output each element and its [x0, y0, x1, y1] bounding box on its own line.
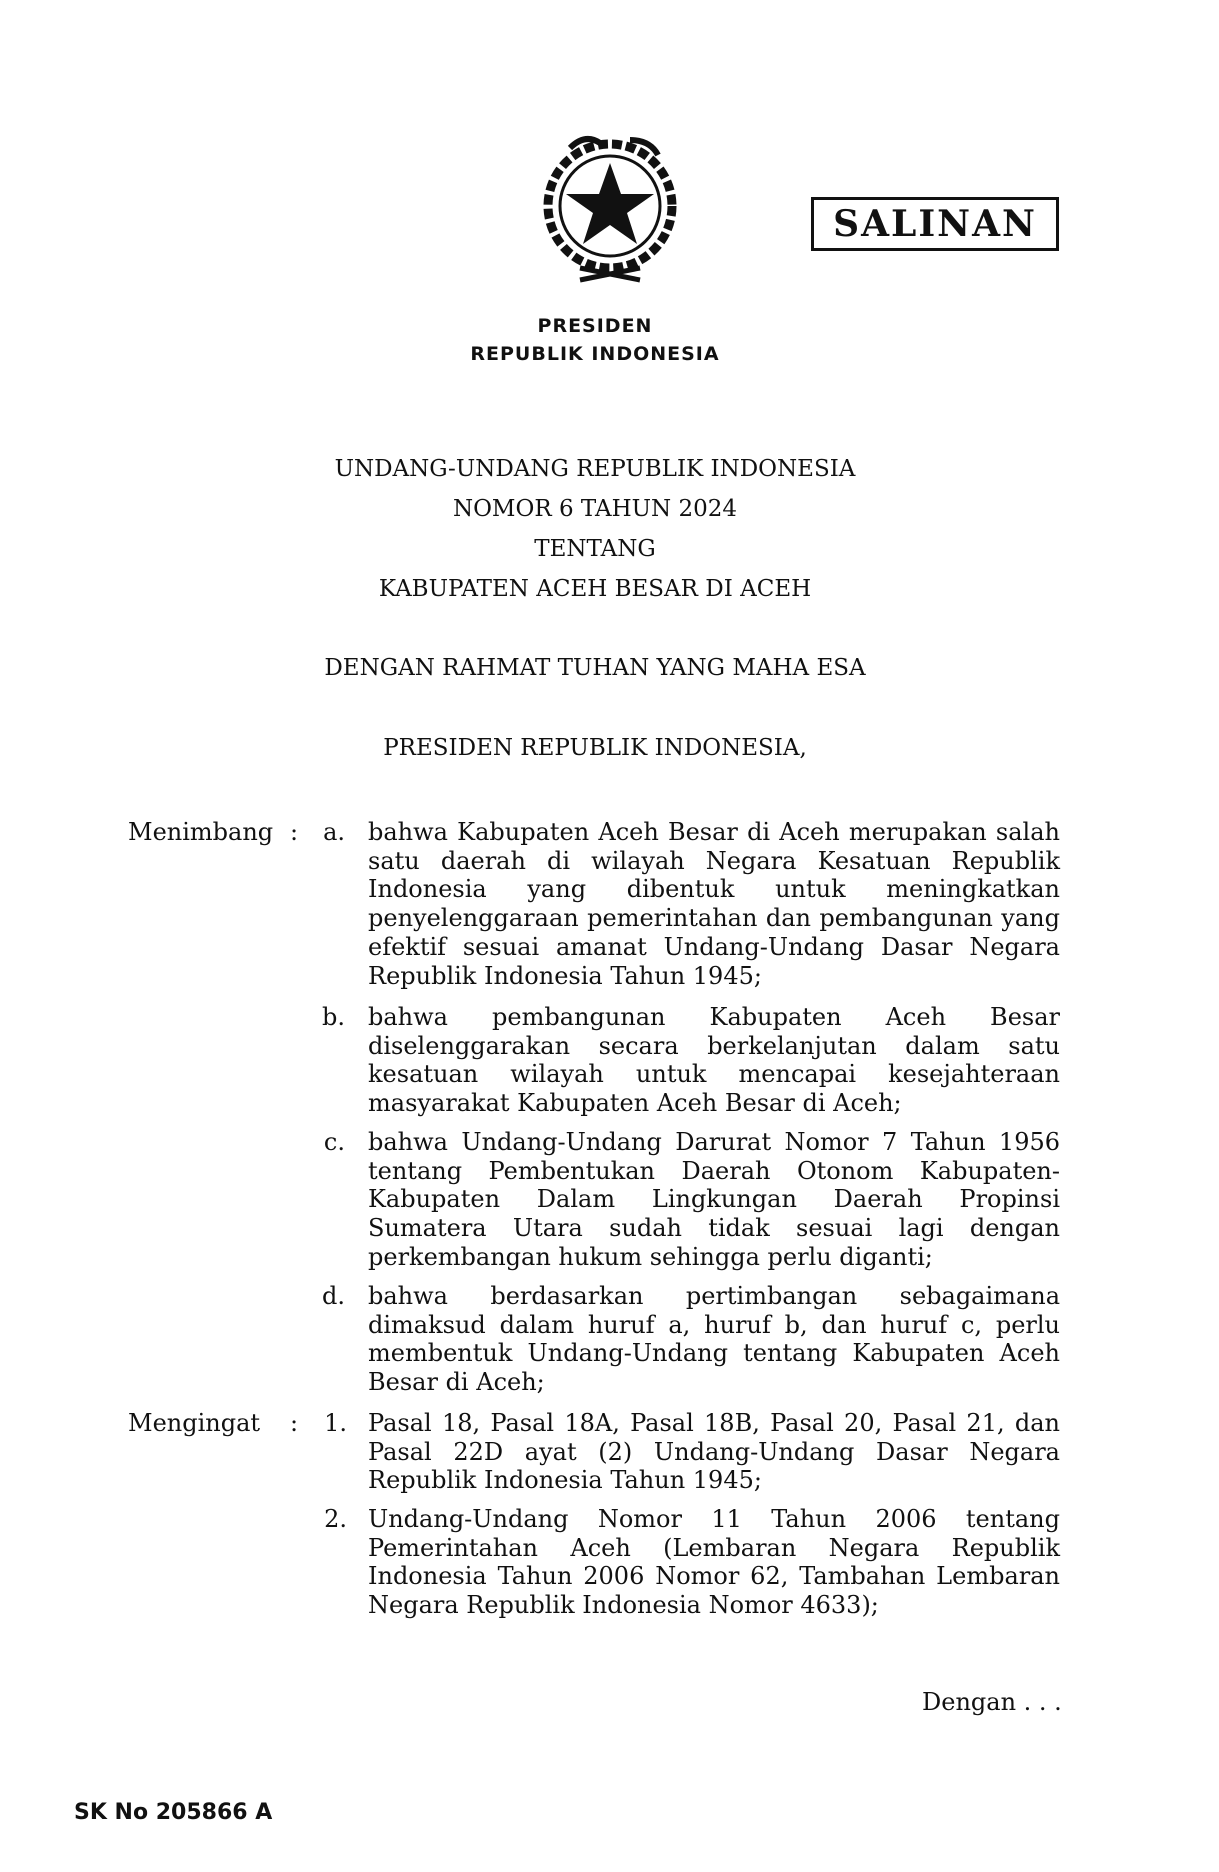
menimbang-item-c: bahwa Undang-Undang Darurat Nomor 7 Tahun 1956 tentang Pembentukan Daerah Otonom Kabupaten-Kabupaten Dalam Lingkungan Daerah Propinsi Sumatera Utara sudah tidak sesuai lagi dengan perkembangan hukum sehingga perlu diganti; [368, 1128, 1060, 1271]
mengingat-item-1: Pasal 18, Pasal 18A, Pasal 18B, Pasal 20, Pasal 21, dan Pasal 22D ayat (2) Undang-Undang Dasar Negara Republik Indonesia Tahun 1945; [368, 1409, 1060, 1495]
law-subject: KABUPATEN ACEH BESAR DI ACEH [378, 576, 812, 602]
office-line-republik: REPUBLIK INDONESIA [470, 343, 720, 365]
mengingat-item-2: Undang-Undang Nomor 11 Tahun 2006 tentang Pemerintahan Aceh (Lembaran Negara Republik Indonesia Tahun 2006 Nomor 62, Tambahan Lembaran Negara Republik Indonesia Nomor 4633); [368, 1505, 1060, 1620]
mengingat-marker-1: 1. [324, 1409, 347, 1437]
menimbang-marker-b: b. [322, 1003, 345, 1031]
mengingat-label: Mengingat [128, 1409, 261, 1437]
mengingat-colon: : [290, 1409, 299, 1437]
garuda-star-emblem-icon [520, 118, 700, 298]
menimbang-item-b: bahwa pembangunan Kabupaten Aceh Besar diselenggarakan secara berkelanjutan dalam satu kesatuan wilayah untuk mencapai kesejahteraan masyarakat Kabupaten Aceh Besar di Aceh; [368, 1003, 1060, 1118]
menimbang-colon: : [290, 818, 299, 846]
document-code: SK No 205866 A [74, 1800, 273, 1825]
menimbang-label: Menimbang [128, 818, 274, 846]
menimbang-marker-c: c. [323, 1128, 345, 1156]
stamp-text: SALINAN [833, 203, 1037, 245]
menimbang-item-a: bahwa Kabupaten Aceh Besar di Aceh merupakan salah satu daerah di wilayah Negara Kesatuan Republik Indonesia yang dibentuk untuk meningkatkan penyelenggaraan pemerintahan dan pembangunan yang efektif sesuai amanat Undang-Undang Dasar Negara Republik Indonesia Tahun 1945; [368, 818, 1060, 990]
enactor: PRESIDEN REPUBLIK INDONESIA, [383, 735, 807, 761]
salinan-stamp [811, 197, 1059, 251]
menimbang-marker-a: a. [323, 818, 345, 846]
mengingat-marker-2: 2. [324, 1505, 347, 1533]
office-line-presiden: PRESIDEN [537, 315, 653, 337]
menimbang-marker-d: d. [322, 1282, 345, 1310]
invocation: DENGAN RAHMAT TUHAN YANG MAHA ESA [324, 655, 866, 681]
law-tentang: TENTANG [534, 536, 656, 562]
continuation-note: Dengan . . . [922, 1688, 1062, 1716]
law-title-line1: UNDANG-UNDANG REPUBLIK INDONESIA [334, 456, 856, 482]
law-number: NOMOR 6 TAHUN 2024 [452, 496, 738, 522]
menimbang-item-d: bahwa berdasarkan pertimbangan sebagaimana dimaksud dalam huruf a, huruf b, dan huruf c, perlu membentuk Undang-Undang tentang Kabupaten Aceh Besar di Aceh; [368, 1282, 1060, 1397]
emblem-graphic [520, 118, 700, 298]
